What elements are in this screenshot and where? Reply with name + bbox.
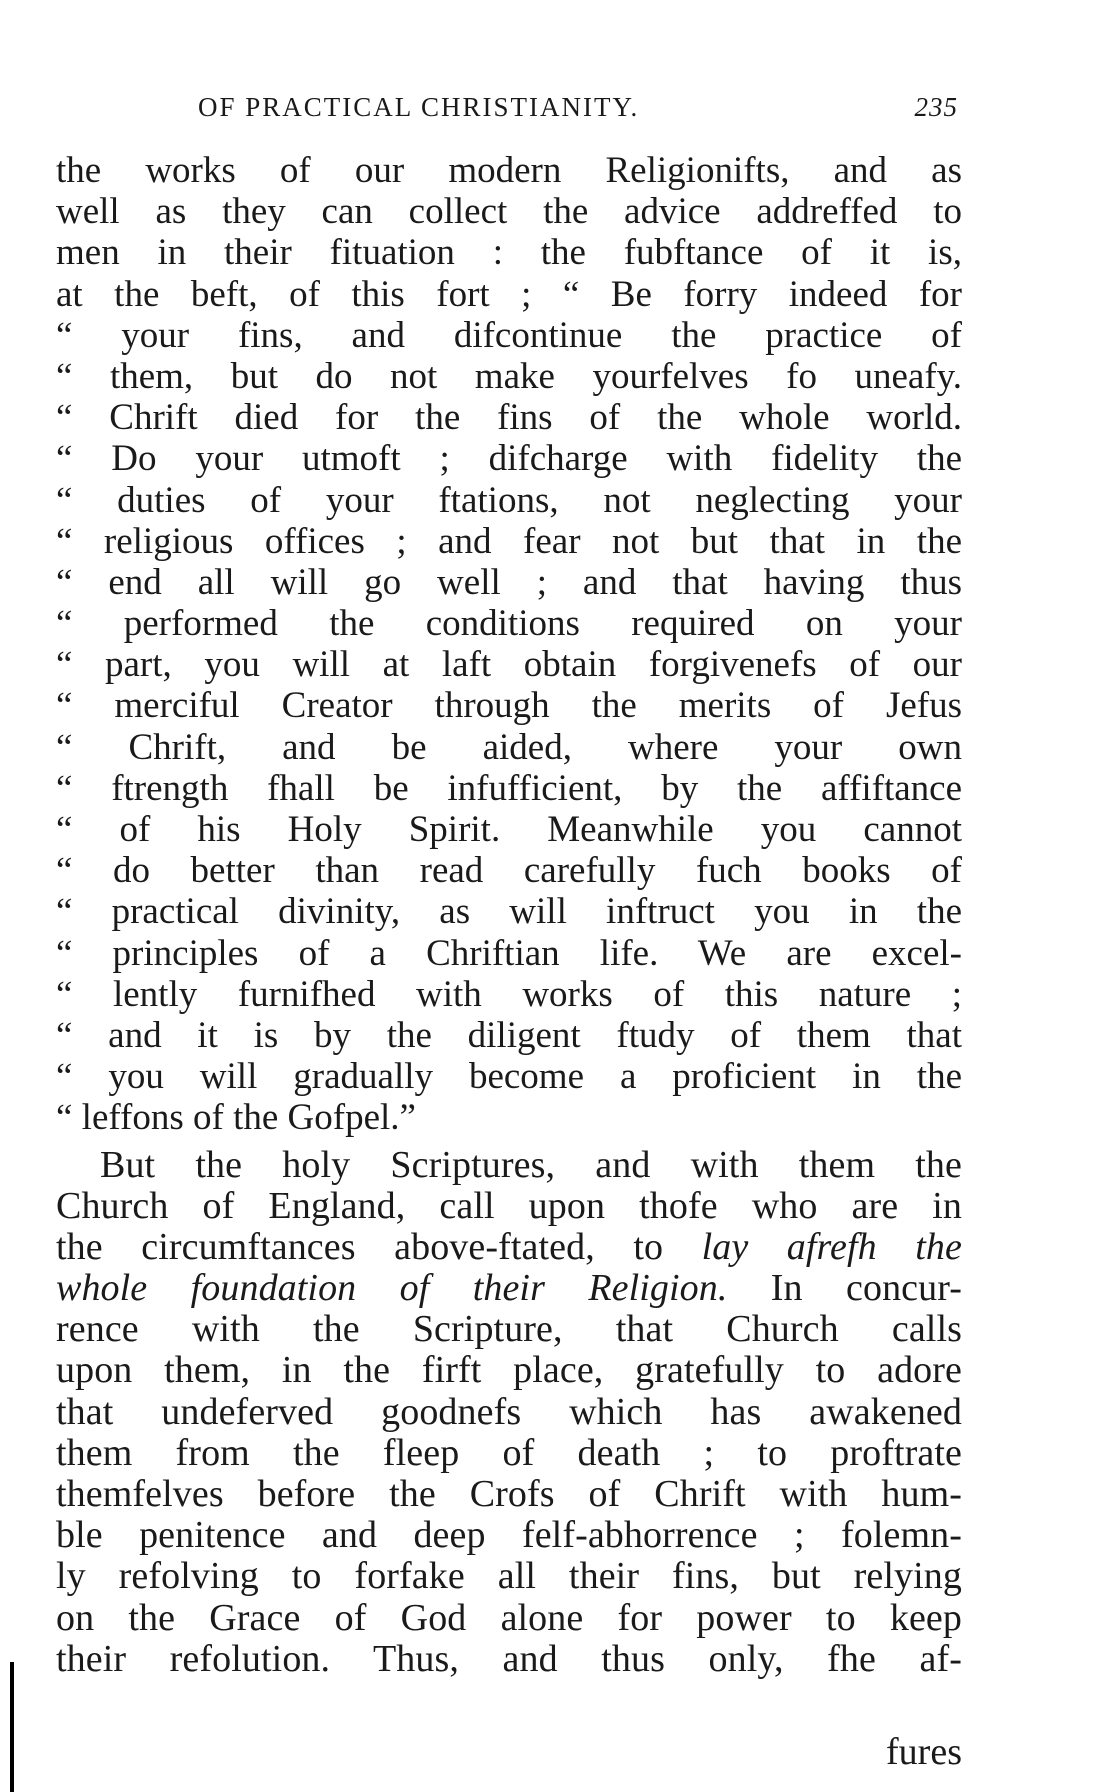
- text-line: “ principles of a Chriftian life. We are excel-: [56, 932, 962, 974]
- text-line: Church of England, call upon thofe who are in: [56, 1184, 962, 1227]
- text-line: “ merciful Creator through the merits of Jefus: [56, 685, 962, 727]
- text-line: [56, 1268, 962, 1309]
- text-line: “ Chrift, and be aided, where your own: [56, 726, 962, 768]
- body-text: [56, 150, 962, 1680]
- text-line: “ ftrength fhall be infufficient, by the affiftance: [56, 767, 962, 809]
- text-line: “ leffons of the Gofpel.”: [56, 1097, 416, 1139]
- paragraph-church-call: [56, 1145, 962, 1680]
- text-line: [56, 1227, 962, 1268]
- paragraph-quoted-advice: [56, 150, 962, 1139]
- text-line: “ Chrift died for the fins of the whole world.: [56, 397, 962, 439]
- text-line: “ end all will go well ; and that having thus: [56, 561, 962, 603]
- text-line: “ performed the conditions required on your: [56, 603, 962, 645]
- italic-phrase: lay afrefh the: [701, 1225, 962, 1268]
- page-header: [198, 92, 958, 132]
- text-line: “ Do your utmoft ; difcharge with fidelity the: [56, 438, 962, 480]
- text-line: “ of his Holy Spirit. Meanwhile you cannot: [56, 809, 962, 850]
- text-line: “ lently furnifhed with works of this nature ;: [56, 973, 962, 1015]
- text-line: men in their fituation : the fubftance of it is,: [56, 232, 962, 274]
- page-number: 235: [914, 92, 958, 122]
- text-line: “ you will gradually become a proficient in the: [56, 1056, 962, 1098]
- running-title: OF PRACTICAL CHRISTIANITY.: [198, 92, 640, 122]
- text-line: them from the fleep of death ; to proftrate: [56, 1431, 962, 1474]
- text-line: “ part, you will at laft obtain forgivenefs of our: [56, 644, 962, 686]
- text-line: at the beft, of this fort ; “ Be forry indeed for: [56, 273, 962, 315]
- text-line: rence with the Scripture, that Church calls: [56, 1308, 962, 1351]
- text-line: “ and it is by the diligent ftudy of them that: [56, 1014, 962, 1056]
- text-line: on the Grace of God alone for power to keep: [56, 1596, 962, 1639]
- text-line: upon them, in the firft place, gratefully to adore: [56, 1349, 962, 1392]
- text-line: well as they can collect the advice addreffed to: [56, 191, 962, 233]
- text-line: “ them, but do not make yourfelves fo uneafy.: [56, 355, 962, 397]
- text-line: that undeferved goodnefs which has awakened: [56, 1390, 962, 1433]
- text-line: their refolution. Thus, and thus only, fhe af-: [56, 1637, 962, 1680]
- text-line: the works of our modern Religionifts, and as: [56, 150, 962, 191]
- text-line: “ do better than read carefully fuch books of: [56, 850, 962, 892]
- catchword: fures: [886, 1731, 962, 1773]
- text-line: ly refolving to forfake all their fins, but relying: [56, 1555, 962, 1598]
- text-run: In concur-: [727, 1267, 962, 1310]
- text-line: “ religious offices ; and fear not but that in the: [56, 520, 962, 562]
- text-run: the circumftances above-ftated, to: [56, 1225, 702, 1268]
- text-line: ble penitence and deep felf-abhorrence ; folemn-: [56, 1514, 962, 1557]
- text-line: “ your fins, and difcontinue the practice of: [56, 314, 962, 356]
- text-line: themfelves before the Crofs of Chrift with hum-: [56, 1473, 962, 1515]
- text-line: “ duties of your ftations, not neglecting your: [56, 479, 962, 521]
- page-edge-mark: [10, 1662, 14, 1792]
- text-line: But the holy Scriptures, and with them the: [100, 1143, 962, 1186]
- italic-phrase: whole foundation of their Religion.: [56, 1267, 728, 1310]
- text-line: “ practical divinity, as will inftruct you in the: [56, 891, 962, 933]
